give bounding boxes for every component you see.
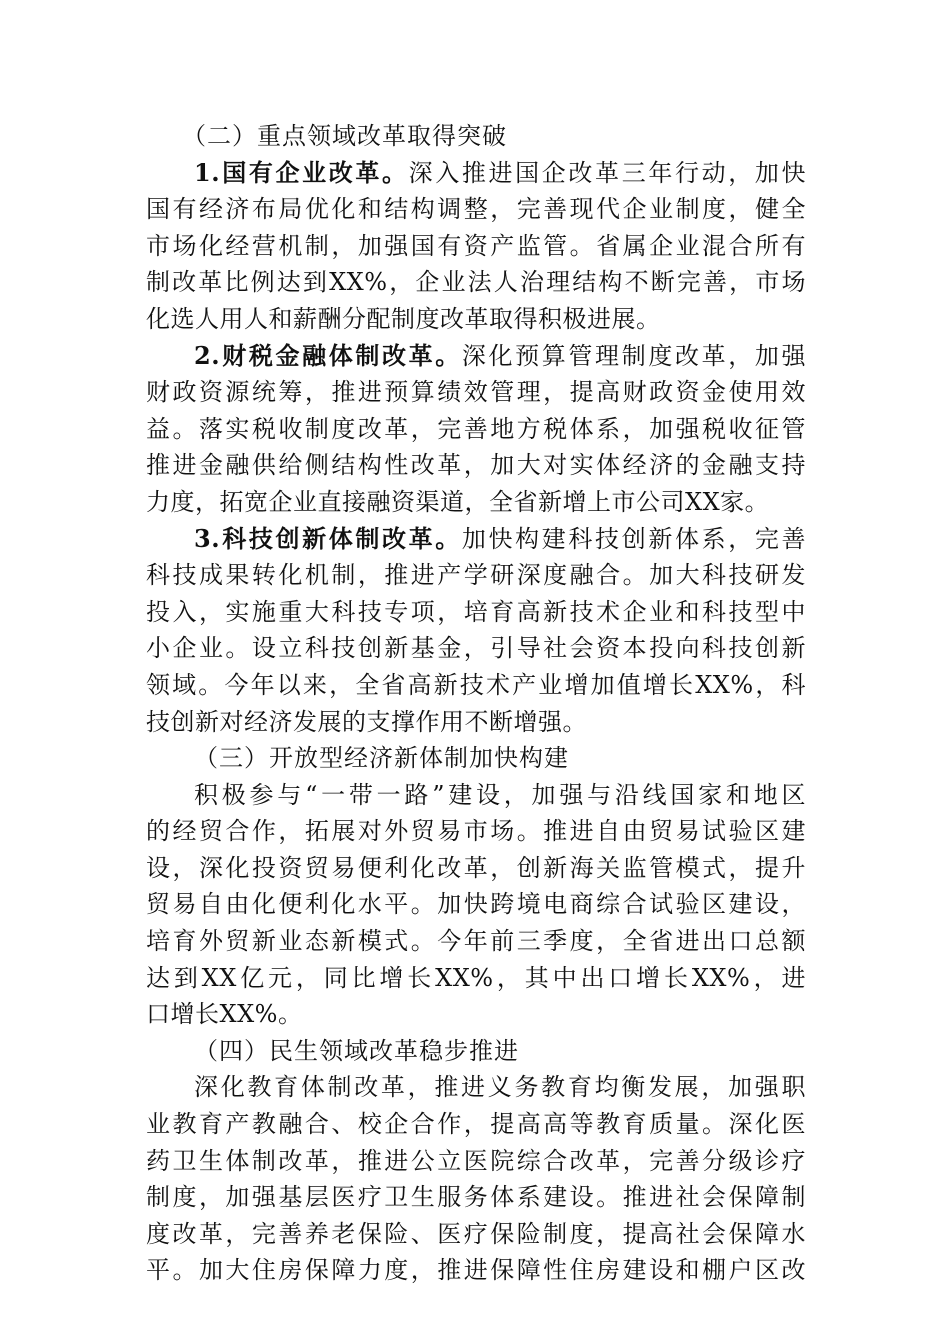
paragraph-line xyxy=(146,155,806,192)
paragraph-fiscal-finance-reform xyxy=(146,338,806,521)
paragraph-line: 积极参与“一带一路”建设，加强与沿线国家和地区 xyxy=(194,780,806,809)
paragraph-text: 加快构建科技创新体系，完善 xyxy=(461,524,806,553)
paragraph-line xyxy=(146,338,806,375)
paragraph-line: 财政资源统筹，推进预算绩效管理，提高财政资金使用效 xyxy=(146,378,806,407)
paragraph-line: 力度，拓宽企业直接融资渠道，全省新增上市公司XX家。 xyxy=(146,487,770,516)
paragraph-text: 深入推进国企改革三年行动，加快 xyxy=(408,158,806,187)
paragraph-line: 技创新对经济发展的支撑作用不断增强。 xyxy=(146,707,587,736)
paragraph-line: 培育外贸新业态新模式。今年前三季度，全省进出口总额 xyxy=(146,927,806,956)
paragraph-text: 深化预算管理制度改革，加强 xyxy=(461,341,806,370)
paragraph-line: 平。加大住房保障力度，推进保障性住房建设和棚户区改 xyxy=(146,1256,806,1285)
paragraph-open-economy xyxy=(146,777,806,1033)
paragraph-line: 小企业。设立科技创新基金，引导社会资本投向科技创新 xyxy=(146,634,806,663)
paragraph-line: 深化教育体制改革，推进义务教育均衡发展，加强职 xyxy=(194,1073,806,1102)
paragraph-soe-reform xyxy=(146,155,806,338)
paragraph-tech-innovation-reform xyxy=(146,521,806,741)
paragraph-line: 贸易自由化便利化水平。加快跨境电商综合试验区建设， xyxy=(146,890,806,919)
paragraph-lead-title: 2.财税金融体制改革。 xyxy=(194,340,462,370)
paragraph-line xyxy=(146,521,806,558)
paragraph-line: 推进金融供给侧结构性改革，加大对实体经济的金融支持 xyxy=(146,451,806,480)
paragraph-line: 达到XX亿元，同比增长XX%，其中出口增长XX%，进 xyxy=(146,963,806,992)
paragraph-lead-title: 3.科技创新体制改革。 xyxy=(194,523,462,553)
paragraph-livelihood-reform xyxy=(146,1069,806,1289)
paragraph-line: 制改革比例达到XX%，企业法人治理结构不断完善，市场 xyxy=(146,268,806,297)
document-body xyxy=(146,118,806,1289)
paragraph-line: 市场化经营机制，加强国有资产监管。省属企业混合所有 xyxy=(146,231,806,260)
paragraph-line: 国有经济布局优化和结构调整，完善现代企业制度，健全 xyxy=(146,195,806,224)
paragraph-line: 度改革，完善养老保险、医疗保险制度，提高社会保障水 xyxy=(146,1219,806,1248)
paragraph-line: 科技成果转化机制，推进产学研深度融合。加大科技研发 xyxy=(146,561,806,590)
paragraph-line: 领域。今年以来，全省高新技术产业增加值增长XX%，科 xyxy=(146,670,806,699)
section-heading-2: （二）重点领域改革取得突破 xyxy=(182,122,507,150)
paragraph-line: 的经贸合作，拓展对外贸易市场。推进自由贸易试验区建 xyxy=(146,817,806,846)
paragraph-line: 制度，加强基层医疗卫生服务体系建设。推进社会保障制 xyxy=(146,1183,806,1212)
paragraph-lead-title: 1.国有企业改革。 xyxy=(194,157,409,187)
paragraph-line: 药卫生体制改革，推进公立医院综合改革，完善分级诊疗 xyxy=(146,1146,806,1175)
paragraph-line: 投入，实施重大科技专项，培育高新技术企业和科技型中 xyxy=(146,597,806,626)
paragraph-line: 业教育产教融合、校企合作，提高高等教育质量。深化医 xyxy=(146,1110,806,1139)
section-heading-4: （四）民生领域改革稳步推进 xyxy=(194,1036,519,1065)
section-heading-3: （三）开放型经济新体制加快构建 xyxy=(194,744,569,773)
paragraph-line: 设，深化投资贸易便利化改革，创新海关监管模式，提升 xyxy=(146,853,806,882)
paragraph-line: 化选人用人和薪酬分配制度改革取得积极进展。 xyxy=(146,304,661,333)
paragraph-line: 益。落实税收制度改革，完善地方税体系，加强税收征管 xyxy=(146,414,806,443)
paragraph-line: 口增长XX%。 xyxy=(146,1000,303,1029)
